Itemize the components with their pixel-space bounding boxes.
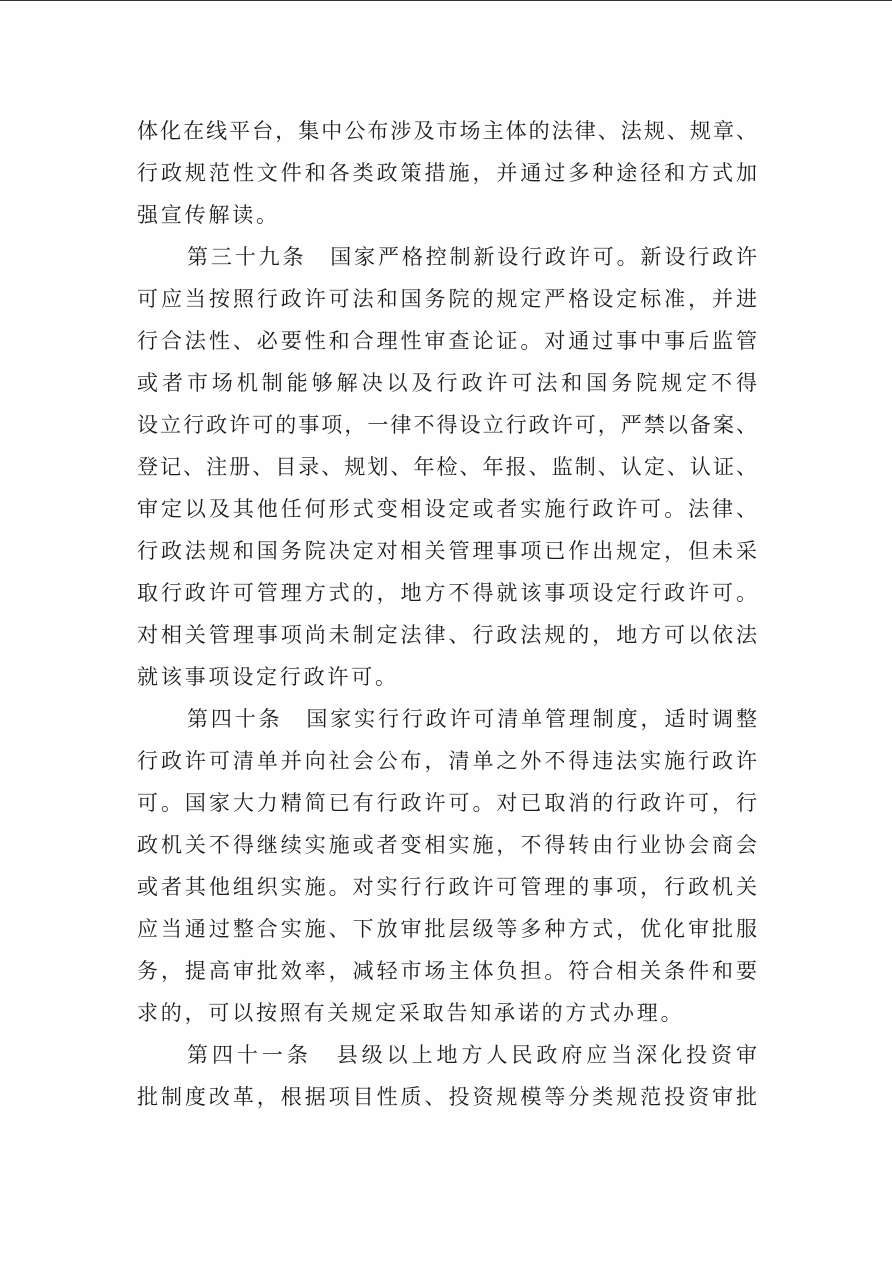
text-line: 就该事项设定行政许可。 <box>137 665 399 689</box>
text-line: 审定以及其他任何形式变相设定或者实施行政许可。法律、 <box>137 497 757 521</box>
text-line: 行政法规和国务院决定对相关管理事项已作出规定，但未采 <box>137 539 757 563</box>
text-line: 应当通过整合实施、下放审批层级等多种方式，优化审批服 <box>137 917 757 941</box>
text-line: 登记、注册、目录、规划、年检、年报、监制、认定、认证、 <box>137 455 757 479</box>
text-line: 强宣传解读。 <box>137 203 280 227</box>
text-line: 批制度改革，根据项目性质、投资规模等分类规范投资审批 <box>137 1085 757 1109</box>
document-body <box>137 110 757 1118</box>
text-line: 取行政许可管理方式的，地方不得就该事项设定行政许可。 <box>137 581 757 605</box>
paragraph-article-40 <box>137 698 757 1034</box>
text-line: 政机关不得继续实施或者变相实施，不得转由行业协会商会 <box>137 833 757 857</box>
text-line: 第四十条 国家实行行政许可清单管理制度，适时调整 <box>187 707 757 731</box>
text-line: 或者市场机制能够解决以及行政许可法和国务院规定不得 <box>137 371 757 395</box>
text-line: 第三十九条 国家严格控制新设行政许可。新设行政许 <box>187 245 757 269</box>
text-line: 体化在线平台，集中公布涉及市场主体的法律、法规、规章、 <box>137 119 757 143</box>
text-line: 第四十一条 县级以上地方人民政府应当深化投资审 <box>187 1043 757 1067</box>
text-line: 对相关管理事项尚未制定法律、行政法规的，地方可以依法 <box>137 623 757 647</box>
text-line: 务，提高审批效率，减轻市场主体负担。符合相关条件和要 <box>137 959 757 983</box>
text-line: 可应当按照行政许可法和国务院的规定严格设定标准，并进 <box>137 287 757 311</box>
paragraph-article-39 <box>137 236 757 698</box>
text-line: 或者其他组织实施。对实行行政许可管理的事项，行政机关 <box>137 875 757 899</box>
paragraph-article-41 <box>137 1034 757 1118</box>
text-line: 设立行政许可的事项，一律不得设立行政许可，严禁以备案、 <box>137 413 757 437</box>
text-line: 可。国家大力精简已有行政许可。对已取消的行政许可，行 <box>137 791 757 815</box>
paragraph-continued <box>137 110 757 236</box>
text-line: 行政许可清单并向社会公布，清单之外不得违法实施行政许 <box>137 749 757 773</box>
text-line: 行政规范性文件和各类政策措施，并通过多种途径和方式加 <box>137 161 757 185</box>
text-line: 求的，可以按照有关规定采取告知承诺的方式办理。 <box>137 1001 685 1025</box>
text-line: 行合法性、必要性和合理性审查论证。对通过事中事后监管 <box>137 329 757 353</box>
